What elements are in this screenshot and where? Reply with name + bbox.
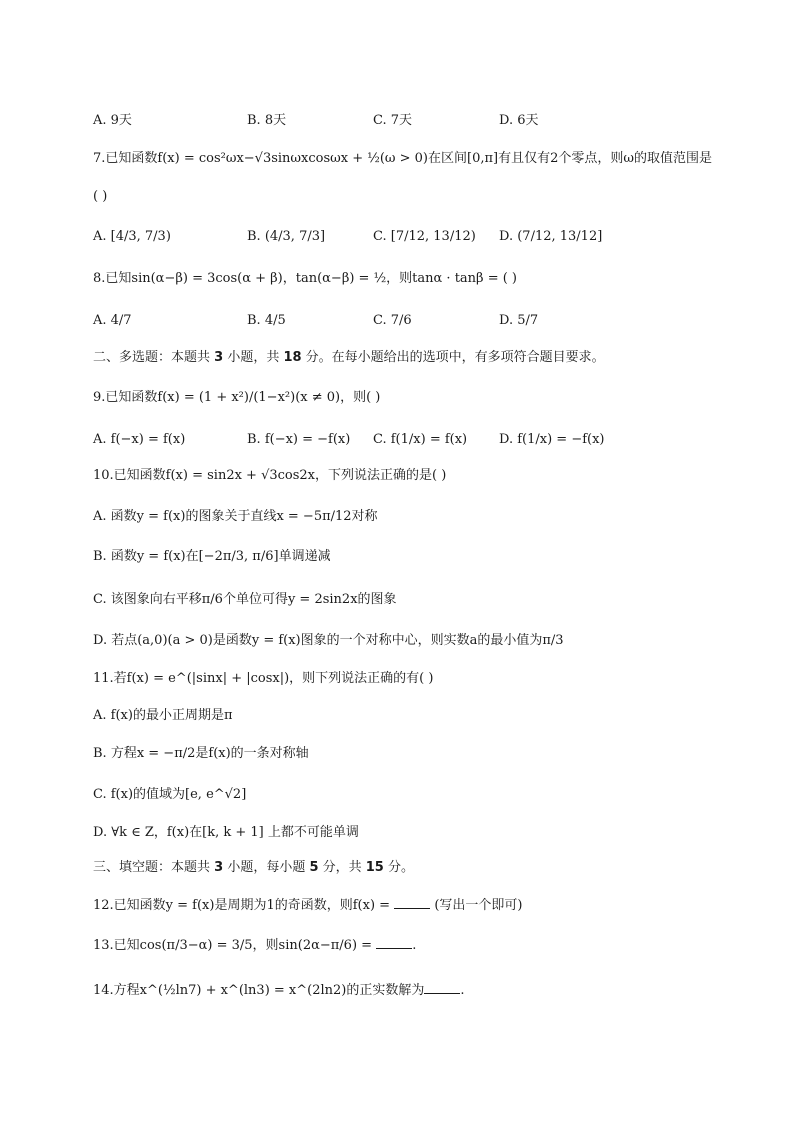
q7-stem: 7.已知函数f(x) = cos²ωx−√3sinωxcosωx + ½(ω > 0)在区间[0,π]有且仅有2个零点，则ω的取值范围是 <box>93 151 712 166</box>
q9-option-a: A. f(−x) = f(x) <box>93 432 186 447</box>
q11-stem: 11.若f(x) = e^(|sinx| + |cosx|)，则下列说法正确的有( ) <box>93 671 434 686</box>
q13-tail: . <box>412 938 417 953</box>
section-2-score: 18 <box>283 350 302 365</box>
section-3-score: 15 <box>365 860 384 875</box>
q10-option-b: B. 函数y = f(x)在[−2π/3, π/6]单调递减 <box>93 549 331 564</box>
q6-option-b: B. 8天 <box>247 113 287 128</box>
section-3-count: 3 <box>214 860 224 875</box>
q14-tail: . <box>460 983 465 998</box>
section-3-heading <box>93 859 414 877</box>
q12-answer-blank[interactable] <box>394 896 430 909</box>
q8-stem: 8.已知sin(α−β) = 3cos(α + β)，tan(α−β) = ½，则tanα · tanβ = ( ) <box>93 271 517 286</box>
section-2-prefix: 二、多选题：本题共 <box>93 350 215 365</box>
q10-option-a: A. 函数y = f(x)的图象关于直线x = −5π/12对称 <box>93 509 378 524</box>
section-3-each: 5 <box>309 860 319 875</box>
section-2-count: 3 <box>214 350 224 365</box>
q11-option-a: A. f(x)的最小正周期是π <box>93 708 233 723</box>
q9-option-d: D. f(1/x) = −f(x) <box>499 432 605 447</box>
q6-option-c: C. 7天 <box>373 113 413 128</box>
q8-option-a: A. 4/7 <box>93 313 132 328</box>
q14-answer-blank[interactable] <box>424 981 460 994</box>
q7-option-d: D. (7/12, 13/12] <box>499 229 603 244</box>
q6-option-d: D. 6天 <box>499 113 539 128</box>
q11-option-b: B. 方程x = −π/2是f(x)的一条对称轴 <box>93 746 309 761</box>
q9-option-b: B. f(−x) = −f(x) <box>247 432 351 447</box>
q6-option-a: A. 9天 <box>93 113 132 128</box>
q7-option-a: A. [4/3, 7/3) <box>93 229 171 244</box>
q12-stem: 12.已知函数y = f(x)是周期为1的奇函数，则f(x) = <box>93 898 395 913</box>
q14-line <box>93 981 465 1000</box>
q12-tail: (写出一个即可) <box>430 898 523 913</box>
q13-stem: 13.已知cos(π/3−α) = 3/5，则sin(2α−π/6) = <box>93 938 377 953</box>
q8-option-c: C. 7/6 <box>373 313 412 328</box>
q10-option-d: D. 若点(a,0)(a > 0)是函数y = f(x)图象的一个对称中心，则实数a的最小值为π/3 <box>93 633 564 648</box>
section-3-suffix: 分。 <box>383 860 414 875</box>
q8-option-d: D. 5/7 <box>499 313 539 328</box>
q11-option-c: C. f(x)的值域为[e, e^√2] <box>93 787 247 802</box>
section-3-mid: 小题，每小题 <box>223 860 310 875</box>
q8-option-b: B. 4/5 <box>247 313 286 328</box>
q7-paren: ( ) <box>93 189 108 204</box>
q10-option-c: C. 该图象向右平移π/6个单位可得y = 2sin2x的图象 <box>93 592 397 607</box>
q13-answer-blank[interactable] <box>376 936 412 949</box>
q9-stem: 9.已知函数f(x) = (1 + x²)/(1−x²)(x ≠ 0)，则( ) <box>93 390 381 405</box>
section-2-mid: 小题，共 <box>223 350 284 365</box>
section-2-heading <box>93 349 605 367</box>
section-3-prefix: 三、填空题：本题共 <box>93 860 215 875</box>
q14-stem: 14.方程x^(½ln7) + x^(ln3) = x^(2ln2)的正实数解为 <box>93 983 425 998</box>
q12-line <box>93 896 522 915</box>
q9-option-c: C. f(1/x) = f(x) <box>373 432 468 447</box>
q7-option-c: C. [7/12, 13/12) <box>373 229 476 244</box>
q13-line <box>93 936 416 955</box>
q11-option-d: D. ∀k ∈ Z，f(x)在[k, k + 1] 上都不可能单调 <box>93 825 359 840</box>
q7-option-b: B. (4/3, 7/3] <box>247 229 326 244</box>
q10-stem: 10.已知函数f(x) = sin2x + √3cos2x，下列说法正确的是( ) <box>93 468 447 483</box>
section-3-mid2: 分，共 <box>318 860 366 875</box>
section-2-suffix: 分。在每小题给出的选项中，有多项符合题目要求。 <box>301 350 605 365</box>
